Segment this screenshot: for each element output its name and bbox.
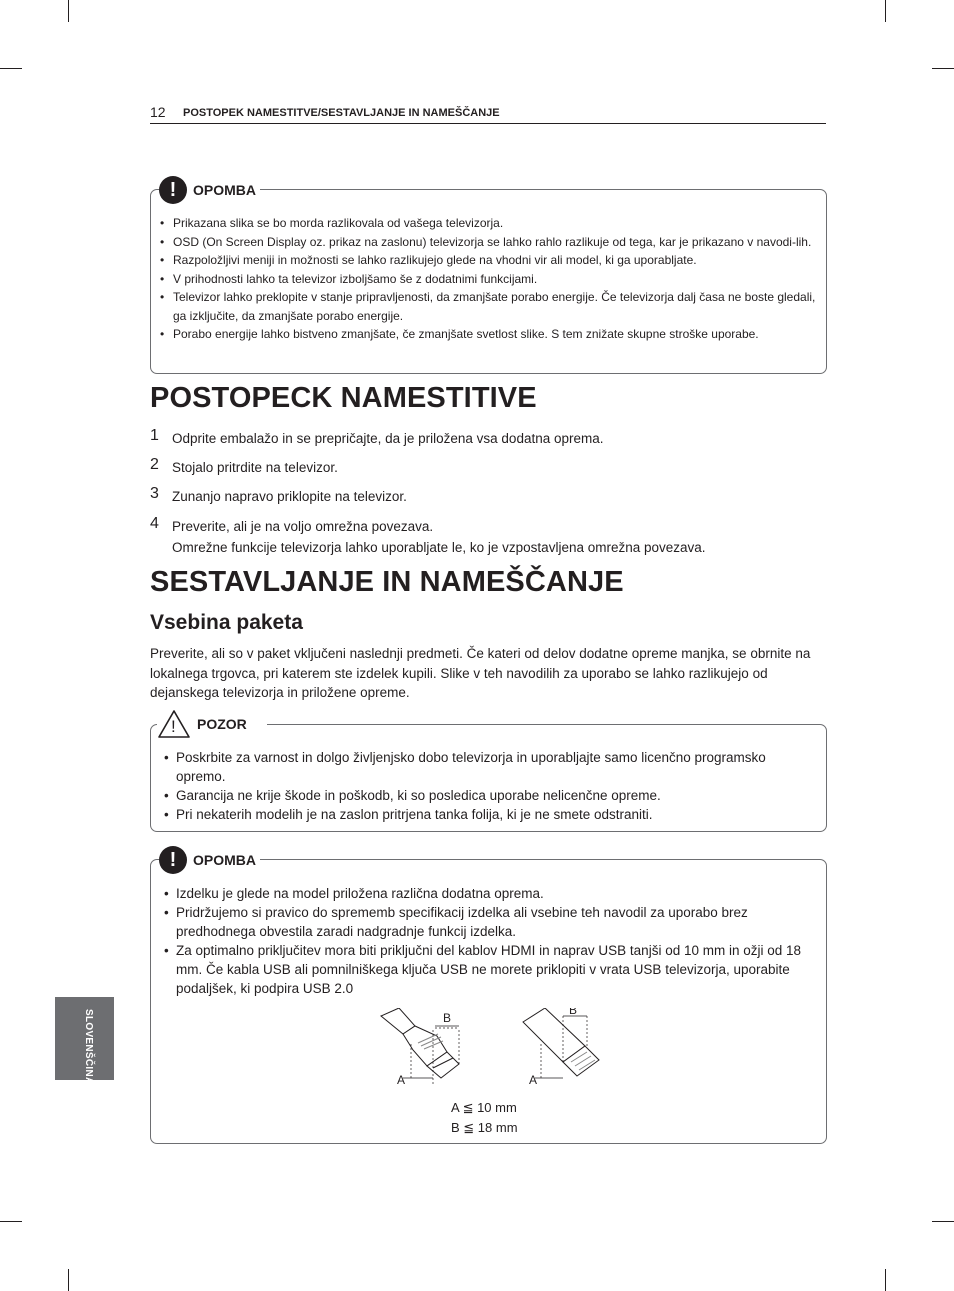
connector-size-diagram [373, 1008, 613, 1088]
section-title-assembly: SESTAVLJANJE IN NAMEŠČANJE [150, 566, 624, 598]
list-item: • Poskrbite za varnost in dolgo življenjsko dobo televizorja in uporabljajte samo licenčno programsko opremo. [164, 748, 814, 786]
caution-box [150, 716, 827, 832]
note-label [159, 846, 260, 874]
step-text: Odprite embalažo in se prepričajte, da je priložena vsa dodatna oprema. [172, 431, 604, 446]
intro-paragraph: Preverite, ali so v paket vključeni naslednji predmeti. Če kateri od delov dodatne opreme manjka, se obrnite na lokalnega trgovca, pri katerem ste izdelek kupili. Slike v teh navodilih za uporabo se lahko razlikujejo od dejanskega televizorja in priložene opreme. [150, 646, 811, 700]
size-limit-b: B ≦ 18 mm [451, 1119, 518, 1135]
step-number: 1 [150, 427, 159, 444]
running-header [150, 104, 826, 124]
warning-glyph: ! [171, 717, 176, 736]
size-limits [451, 1098, 518, 1137]
subsection-title: Vsebina paketa [150, 611, 303, 634]
list-item: • Prikazana slika se bo morda razlikovala od vašega televizorja. [160, 214, 820, 233]
step-number: 2 [150, 456, 159, 473]
list-item: • Pridržujemo si pravico do sprememb specifikacij izdelka ali vsebine teh navodil za uporabo brez predhodnega obvestila zaradi nadgradnje funkcij izdelka. [164, 903, 814, 941]
connector-diagram-svg [373, 1008, 613, 1088]
usb-connector [523, 1008, 599, 1076]
language-tab-text: SLOVENŠČINA [83, 1009, 94, 1085]
hdmi-label-b: B [443, 1011, 452, 1025]
crop-mark [885, 1269, 886, 1291]
step-text: Zunanjo napravo priklopite na televizor. [172, 489, 407, 504]
exclamation-icon: ! [159, 846, 187, 874]
list-item: • V prihodnosti lahko ta televizor izboljšamo še z dodatnimi funkcijami. [160, 270, 820, 289]
note-list [160, 214, 820, 344]
crop-mark [885, 0, 886, 22]
note-box-bottom [150, 849, 827, 1144]
list-item: • Razpoložljivi meniji in možnosti se lahko razlikujejo glede na vhodni vir ali model, ki ga uporabljate. [160, 251, 820, 270]
note-list [164, 884, 814, 998]
list-item: • OSD (On Screen Display oz. prikaz na zaslonu) televizorja se lahko rahlo razlikuje od tega, kar je prikazano v navodi-lih. [160, 233, 820, 252]
language-tab [55, 997, 114, 1085]
list-item: • Za optimalno priključitev mora biti priključni del kablov HDMI in naprav USB tanjši od 10 mm in ožji od 18 mm. Če kabla USB ali pomnilniškega ključa USB ne morete priklopiti v vrata USB televizorja, uporabite podaljšek, ki podpira USB 2.0 [164, 941, 814, 998]
note-label-text: OPOMBA [193, 182, 256, 198]
caution-list [164, 748, 814, 824]
note-label [159, 176, 260, 204]
step-item [150, 428, 790, 449]
list-item: • Garancija ne krije škode in poškodb, ki so posledica uporabe nelicenčne opreme. [164, 786, 814, 805]
step-text: Stojalo pritrdite na televizor. [172, 460, 338, 475]
hdmi-label-a: A [397, 1073, 406, 1087]
step-subtext: Omrežne funkcije televizorja lahko uporabljate le, ko je vzpostavljena omrežna povezava. [172, 540, 706, 555]
usb-label-b: B [569, 1008, 578, 1017]
section-title-installation: POSTOPECK NAMESTITIVE [150, 382, 537, 414]
note-box-top [150, 179, 827, 374]
crop-mark [932, 1221, 954, 1222]
header-title: POSTOPEK NAMESTITVE/SESTAVLJANJE IN NAMEŠČANJE [183, 107, 500, 119]
usb-label-a: A [529, 1073, 538, 1087]
crop-mark [68, 1269, 69, 1291]
page-number: 12 [150, 104, 166, 120]
step-number: 4 [150, 515, 159, 532]
crop-mark [0, 68, 22, 69]
list-item: • Izdelku je glede na model priložena različna dodatna oprema. [164, 884, 814, 903]
crop-mark [932, 68, 954, 69]
step-text: Preverite, ali je na voljo omrežna povezava. [172, 519, 434, 534]
note-label-text: OPOMBA [193, 852, 256, 868]
list-item: • Pri nekaterih modelih je na zaslon pritrjena tanka folija, ki je ne smete odstraniti. [164, 805, 814, 824]
crop-mark [68, 0, 69, 22]
step-number: 3 [150, 485, 159, 502]
exclamation-icon: ! [159, 176, 187, 204]
step-item [150, 457, 790, 478]
list-item: • Porabo energije lahko bistveno zmanjšate, če zmanjšate svetlost slike. S tem znižate skupne stroške uporabe. [160, 325, 820, 344]
caution-label-text: POZOR [197, 716, 247, 732]
size-limit-a: A ≦ 10 mm [451, 1100, 517, 1115]
list-item: • Televizor lahko preklopite v stanje pripravljenosti, da zmanjšate porabo energije. Če televizorja dalj časa ne boste gledali, ga izključite, da zmanjšate porabo energije. [160, 288, 820, 325]
step-item [150, 486, 790, 507]
step-item [150, 516, 790, 558]
crop-mark [0, 1221, 22, 1222]
